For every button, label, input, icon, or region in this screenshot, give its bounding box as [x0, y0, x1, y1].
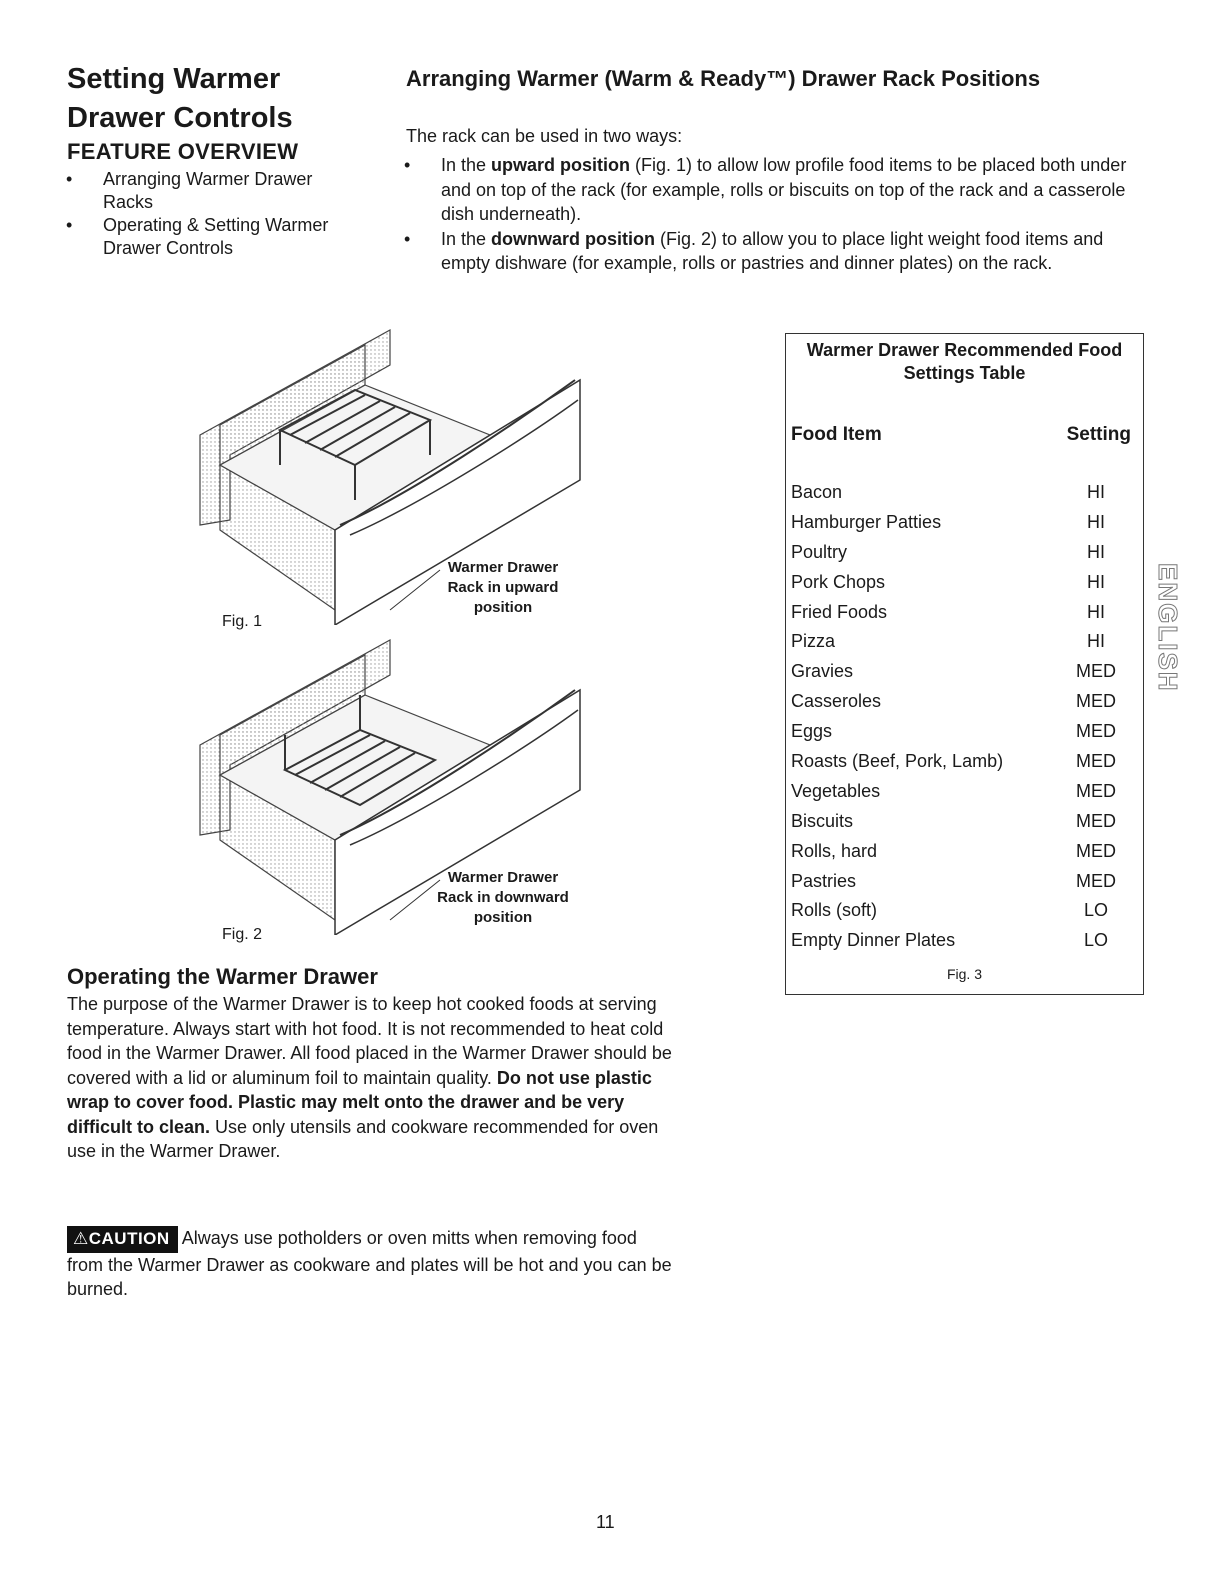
operating-text: The purpose of the Warmer Drawer is to keep hot cooked foods at serving temperature. Always start with hot food. It is not recommended to heat cold food in the Warmer Drawer. All food placed in the Warmer Drawer should be covered with a lid or aluminum foil to maintain quality. Do not use plastic wrap to cover food. Plastic may melt onto the drawer and be very difficult to clean. Use only utensils and cookware recommended for oven use in the Warmer Drawer. [67, 994, 672, 1161]
feature-item-line1: Operating & Setting Warmer [103, 215, 329, 235]
food-item-cell: Bacon [791, 482, 843, 502]
table-title: Warmer Drawer Recommended Food Settings Table [806, 340, 1123, 383]
title-line-1: Setting Warmer [67, 63, 281, 95]
table-row [791, 781, 1131, 811]
food-item-cell: Gravies [791, 661, 854, 682]
fig2-label: Fig. 2 [222, 926, 263, 943]
food-item-cell: Pastries [791, 870, 857, 891]
table-header [791, 424, 1131, 446]
table-row [791, 631, 1131, 661]
setting-cell: MED [1076, 780, 1116, 801]
setting-cell: LO [1083, 930, 1108, 951]
food-item-cell: Rolls (soft) [791, 900, 878, 921]
page-number: 11 [596, 1512, 615, 1532]
food-item-cell: Roasts (Beef, Pork, Lamb) [791, 751, 1004, 772]
food-item-cell: Poultry [791, 541, 848, 562]
bullet-mark: • [66, 169, 73, 189]
arranging-intro: The rack can be used in two ways: [406, 126, 683, 146]
table-row [791, 930, 1131, 960]
feature-item [66, 168, 366, 214]
table-row [791, 751, 1131, 781]
operating-heading: Operating the Warmer Drawer [67, 964, 378, 989]
food-item-cell: Casseroles [791, 691, 882, 712]
food-item-cell: Eggs [791, 721, 833, 742]
setting-cell: HI [1087, 482, 1105, 502]
food-item-cell: Empty Dinner Plates [791, 930, 956, 951]
setting-cell: MED [1076, 751, 1116, 772]
upward-position-item: • In the upward position (Fig. 1) to allow low profile food items to be placed both under and on top of the rack (for example, rolls or biscuits on top of the rack and a casserole dish underneath). [404, 155, 1127, 224]
food-item-cell: Hamburger Patties [791, 511, 942, 532]
section-title [67, 60, 293, 138]
table-row [791, 602, 1131, 632]
food-item-cell: Biscuits [791, 810, 854, 831]
feature-item-line1: Arranging Warmer Drawer [103, 169, 313, 189]
arranging-heading: Arranging Warmer (Warm & Ready™) Drawer Rack Positions [406, 66, 1041, 91]
setting-cell: MED [1076, 721, 1116, 742]
table-row [791, 661, 1131, 691]
feature-item-line2: Racks [103, 192, 154, 212]
caution-block [67, 1226, 672, 1302]
table-row [791, 542, 1131, 572]
caution-badge: ⚠CAUTION [67, 1226, 178, 1253]
table-row [791, 512, 1131, 542]
col-setting: Setting [1066, 424, 1131, 445]
table-row [791, 900, 1131, 930]
table-row [791, 691, 1131, 721]
col-food-item: Food Item [791, 424, 882, 445]
food-item-cell: Fried Foods [791, 601, 888, 622]
downward-position-item: • In the downward position (Fig. 2) to allow you to place light weight food items and empty dishware (for example, rolls or pastries and dinner plates) on the rack. [404, 228, 1104, 273]
setting-cell: MED [1076, 870, 1116, 891]
caution-text: Always use potholders or oven mitts when removing food from the Warmer Drawer as cookware and plates will be hot and you can be burned. [67, 1228, 672, 1299]
fig3-label: Fig. 3 [946, 966, 982, 982]
food-settings-table-box [785, 333, 1144, 995]
downward-position-term: downward position [491, 228, 656, 249]
bullet-mark: • [404, 228, 411, 249]
setting-cell: MED [1076, 840, 1116, 861]
table-row [791, 572, 1131, 602]
food-item-cell: Rolls, hard [791, 840, 878, 861]
table-row [791, 841, 1131, 871]
table-row [791, 482, 1131, 512]
setting-cell: MED [1076, 691, 1116, 712]
table-row [791, 811, 1131, 841]
setting-cell: HI [1087, 601, 1105, 622]
fig1-callout: Warmer Drawer Rack in upward position [447, 559, 559, 616]
setting-cell: HI [1087, 571, 1105, 592]
food-item-cell: Pork Chops [791, 571, 886, 592]
fig2-callout: Warmer Drawer Rack in downward position [437, 869, 569, 926]
setting-cell: MED [1076, 810, 1116, 831]
bullet-mark: • [66, 215, 73, 235]
arranging-list [404, 153, 1149, 276]
setting-cell: HI [1087, 541, 1105, 562]
title-line-2: Drawer Controls [67, 102, 293, 134]
table-row [791, 871, 1131, 901]
fig1-label: Fig. 1 [222, 613, 263, 630]
food-item-cell: Pizza [791, 631, 836, 652]
setting-cell: HI [1087, 511, 1105, 532]
feature-item-line2: Drawer Controls [103, 238, 234, 258]
table-row [791, 721, 1131, 751]
table-body [791, 482, 1131, 960]
setting-cell: HI [1087, 631, 1105, 652]
food-item-cell: Vegetables [791, 780, 881, 801]
upward-position-term: upward position [491, 155, 631, 175]
feature-item [66, 214, 366, 260]
bullet-mark: • [404, 155, 411, 175]
plastic-warning: Do not use plastic wrap to cover food. Plastic may melt onto the drawer and be very difficult to clean. [67, 1067, 652, 1137]
setting-cell: MED [1076, 661, 1116, 682]
setting-cell: LO [1083, 900, 1108, 921]
side-language-label: ENGLISH [1153, 563, 1183, 693]
feature-list [66, 168, 366, 260]
feature-overview-heading: FEATURE OVERVIEW [67, 139, 299, 164]
